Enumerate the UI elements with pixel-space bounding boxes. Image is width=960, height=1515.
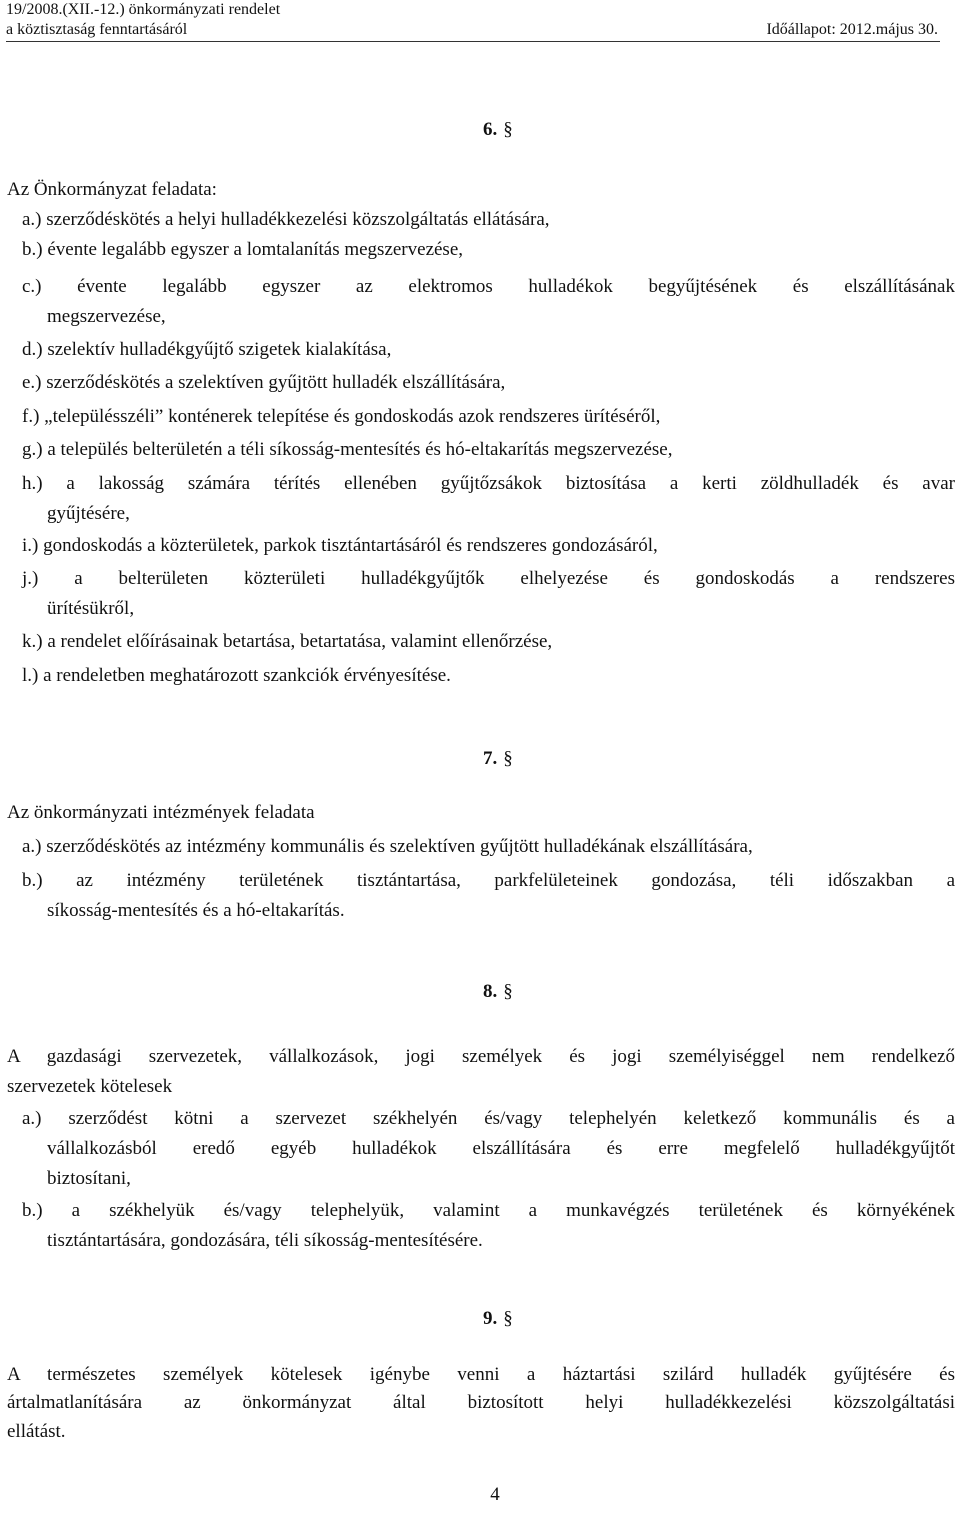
section-6-item-h-continuation: gyűjtésére,	[47, 503, 130, 524]
section-8-intro: A gazdasági szervezetek, vállalkozások, jogi személyek és jogi személyiséggel nem rendelkező	[7, 1046, 955, 1067]
section-number: 7.	[483, 748, 498, 769]
section-9-text-line-2: ártalmatlanítására az önkormányzat által biztosított helyi hulladékkezelési közszolgáltatási	[7, 1392, 955, 1413]
section-7-item-b-continuation: síkosság-mentesítés és a hó-eltakarítás.	[47, 900, 345, 921]
page-number: 4	[490, 1484, 500, 1505]
section-8-heading	[483, 980, 513, 1004]
section-7-item-b: b.) az intézmény területének tisztántartása, parkfelületeinek gondozása, téli időszakban a	[22, 870, 955, 891]
section-7-item-a: a.) szerződéskötés az intézmény kommunális és szelektíven gyűjtött hulladékának elszállítására,	[22, 836, 753, 857]
section-6-item-d: d.) szelektív hulladékgyűjtő szigetek kialakítása,	[22, 339, 392, 360]
section-number: 9.	[483, 1308, 498, 1329]
section-9-text-line-3: ellátást.	[7, 1421, 66, 1442]
paragraph-sign: §	[503, 1308, 513, 1329]
header-decree-subject: a köztisztaság fenntartásáról	[6, 21, 188, 38]
section-6-item-i: i.) gondoskodás a közterületek, parkok tisztántartásáról és rendszeres gondozásáról,	[22, 535, 658, 556]
paragraph-sign: §	[503, 981, 513, 1002]
section-8-item-b: b.) a székhelyük és/vagy telephelyük, valamint a munkavégzés területének és környékének	[22, 1200, 955, 1221]
section-8-item-a-continuation-2: biztosítani,	[47, 1168, 131, 1189]
section-6-item-e: e.) szerződéskötés a szelektíven gyűjtött hulladék elszállítására,	[22, 372, 506, 393]
section-8-item-a-continuation: vállalkozásból eredő egyéb hulladékok elszállítására és erre megfelelő hulladékgyűjtőt	[47, 1138, 955, 1159]
section-8-item-b-continuation: tisztántartására, gondozására, téli síkosság-mentesítésére.	[47, 1230, 483, 1251]
section-6-item-k: k.) a rendelet előírásainak betartása, betartatása, valamint ellenőrzése,	[22, 631, 553, 652]
section-6-item-c-continuation: megszervezése,	[47, 306, 166, 327]
section-6-heading	[483, 118, 513, 142]
section-6-item-h: h.) a lakosság számára térítés ellenében gyűjtőzsákok biztosítása a kerti zöldhulladék és avar	[22, 473, 955, 494]
section-9-text-line-1: A természetes személyek kötelesek igénybe venni a háztartási szilárd hulladék gyűjtésére és	[7, 1364, 955, 1385]
header-version-date: Időállapot: 2012.május 30.	[766, 21, 938, 38]
section-6-item-b: b.) évente legalább egyszer a lomtalanítás megszervezése,	[22, 239, 464, 260]
section-6-item-a: a.) szerződéskötés a helyi hulladékkezelési közszolgáltatás ellátására,	[22, 209, 550, 230]
section-6-item-j: j.) a belterületen közterületi hulladékgyűjtők elhelyezése és gondoskodás a rendszeres	[22, 568, 955, 589]
section-6-item-g: g.) a település belterületén a téli síkosság-mentesítés és hó-eltakarítás megszervezése,	[22, 439, 673, 460]
section-8-item-a: a.) szerződést kötni a szervezet székhelyén és/vagy telephelyén keletkező kommunális és a	[22, 1108, 955, 1129]
section-number: 8.	[483, 981, 498, 1002]
header-divider	[6, 41, 940, 42]
section-6-item-f: f.) „településszéli” konténerek telepítése és gondoskodás azok rendszeres ürítéséről,	[22, 406, 661, 427]
section-9-heading	[483, 1307, 513, 1331]
header-decree-title: 19/2008.(XII.-12.) önkormányzati rendelet	[6, 1, 281, 18]
section-6-intro: Az Önkormányzat feladata:	[7, 179, 217, 200]
section-number: 6.	[483, 119, 498, 140]
section-6-item-l: l.) a rendeletben meghatározott szankciók érvényesítése.	[22, 665, 451, 686]
section-6-item-j-continuation: ürítésükről,	[47, 598, 135, 619]
section-6-item-c: c.) évente legalább egyszer az elektromos hulladékok begyűjtésének és elszállításának	[22, 276, 955, 297]
paragraph-sign: §	[503, 119, 513, 140]
section-7-intro: Az önkormányzati intézmények feladata	[7, 802, 315, 823]
section-8-intro-continuation: szervezetek kötelesek	[7, 1076, 173, 1097]
section-7-heading	[483, 747, 513, 771]
paragraph-sign: §	[503, 748, 513, 769]
